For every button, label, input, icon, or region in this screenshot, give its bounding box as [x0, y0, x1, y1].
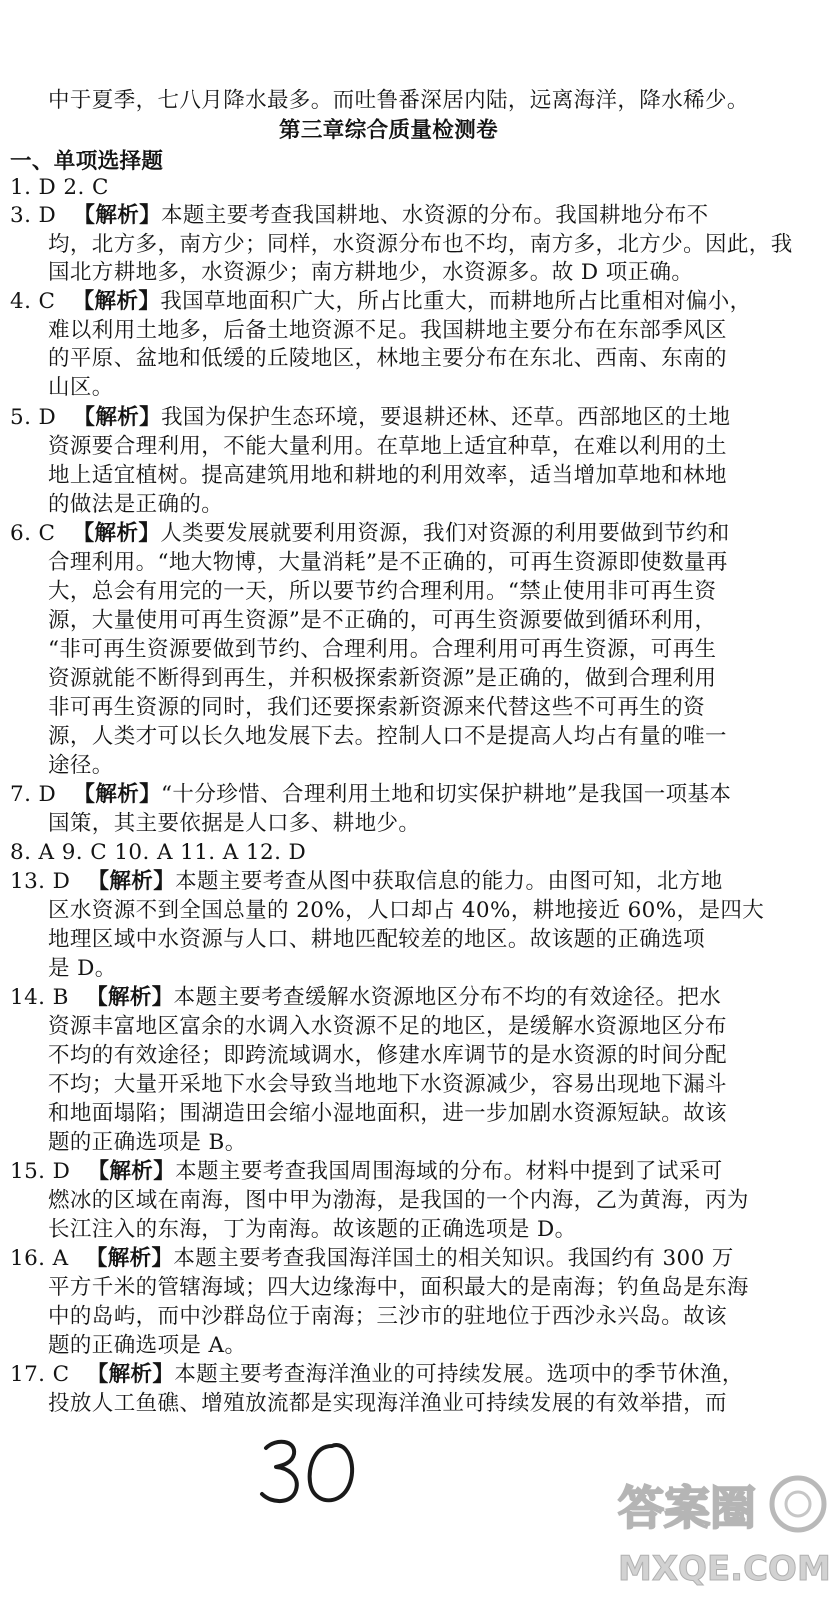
watermark	[612, 1462, 832, 1594]
q16-first-line	[10, 1245, 734, 1273]
q7-line-1: “十分珍惜、合理利用土地和切实保护耕地”是我国一项基本	[161, 782, 732, 807]
chapter-title: 第三章综合质量检测卷	[279, 118, 499, 143]
q6-line-6: 资源就能不断得到再生，并积极探索新资源”是正确的，做到合理利用	[48, 666, 717, 691]
q4-line-1: 我国草地面积广大，所占比重大，而耕地所占比重相对偏小，	[160, 289, 752, 314]
q3-line-3: 国北方耕地多，水资源少；南方耕地少，水资源多。故 D 项正确。	[48, 260, 694, 285]
q16-analysis-tag: 【解析】	[85, 1246, 174, 1271]
q15-analysis-tag: 【解析】	[87, 1159, 176, 1184]
q3-line-2: 均，北方多，南方少；同样，水资源分布也不均，南方多，北方少。因此，我	[48, 232, 793, 257]
q6-line-4: 源，大量使用可再生资源”是不正确的，可再生资源要做到循环利用，	[48, 608, 717, 633]
q13-line-4: 是 D。	[48, 956, 117, 981]
q6-line-5: “非可再生资源要做到节约、合理利用。合理利用可再生资源，可再生	[48, 637, 717, 662]
q14-line-2: 资源丰富地区富余的水调入水资源不足的地区，是缓解水资源地区分布	[48, 1014, 727, 1039]
q6-line-1: 人类要发展就要利用资源，我们对资源的利用要做到节约和	[160, 521, 730, 546]
q14-line-5: 和地面塌陷；围湖造田会缩小湿地面积，进一步加剧水资源短缺。故该	[48, 1101, 727, 1126]
q5-line-3: 地上适宜植树。提高建筑用地和耕地的利用效率，适当增加草地和林地	[48, 463, 727, 488]
q15-first-line	[10, 1158, 723, 1186]
q4-line-4: 山区。	[48, 375, 114, 400]
watermark-logo-text: 答案圈	[618, 1481, 756, 1535]
q4-analysis-tag: 【解析】	[72, 289, 161, 314]
q7-first-line	[10, 781, 731, 809]
q14-line-1: 本题主要考查缓解水资源地区分布不均的有效途径。把水	[173, 985, 722, 1010]
q17-line-2: 投放人工鱼礁、增殖放流都是实现海洋渔业可持续发展的有效举措，而	[48, 1391, 727, 1416]
q14-line-3: 不均的有效途径；即跨流域调水，修建水库调节的是水资源的时间分配	[48, 1043, 727, 1068]
q6-number: 6. C	[10, 521, 56, 546]
q17-analysis-tag: 【解析】	[86, 1362, 175, 1387]
answers-1-2: 1. D 2. C	[10, 175, 109, 200]
q15-line-3: 长江注入的东海，丁为南海。故该题的正确选项是 D。	[48, 1217, 577, 1242]
intro-line: 中于夏季，七八月降水最多。而吐鲁番深居内陆，远离海洋，降水稀少。	[48, 88, 749, 113]
q6-analysis-tag: 【解析】	[72, 521, 161, 546]
q13-line-3: 地理区域中水资源与人口、耕地匹配较差的地区。故该题的正确选项	[48, 927, 706, 952]
q14-first-line	[10, 984, 721, 1012]
q4-number: 4. C	[10, 289, 56, 314]
q5-line-2: 资源要合理利用，不能大量利用。在草地上适宜种草，在难以利用的土	[48, 434, 727, 459]
q7-number: 7. D	[10, 782, 57, 807]
q16-line-2: 平方千米的管辖海域；四大边缘海中，面积最大的是南海；钓鱼岛是东海	[48, 1275, 749, 1300]
q3-number: 3. D	[10, 203, 57, 228]
q13-analysis-tag: 【解析】	[87, 869, 176, 894]
q15-line-1: 本题主要考查我国周围海域的分布。材料中提到了试采可	[175, 1159, 723, 1184]
q4-first-line	[10, 288, 752, 316]
section-title: 一、单项选择题	[10, 149, 164, 174]
q14-number: 14. B	[10, 985, 69, 1010]
q5-number: 5. D	[10, 405, 57, 430]
q4-line-2: 难以利用土地多，后备土地资源不足。我国耕地主要分布在东部季风区	[48, 318, 727, 343]
q6-line-3: 大，总会有用完的一天，所以要节约合理利用。“禁止使用非可再生资	[48, 579, 717, 604]
q6-line-7: 非可再生资源的同时，我们还要探索新资源来代替这些不可再生的资	[48, 695, 706, 720]
watermark-url: MXQE.COM	[618, 1549, 831, 1589]
q16-number: 16. A	[10, 1246, 69, 1271]
q13-line-1: 本题主要考查从图中获取信息的能力。由图可知，北方地	[175, 869, 723, 894]
q5-line-4: 的做法是正确的。	[48, 492, 224, 517]
q3-analysis-tag: 【解析】	[73, 203, 162, 228]
q7-analysis-tag: 【解析】	[73, 782, 162, 807]
q14-line-4: 不均；大量开采地下水会导致当地地下水资源减少，容易出现地下漏斗	[48, 1072, 727, 1097]
q17-number: 17. C	[10, 1362, 70, 1387]
q14-analysis-tag: 【解析】	[86, 985, 174, 1010]
q5-analysis-tag: 【解析】	[73, 405, 162, 430]
q4-line-3: 的平原、盆地和低缓的丘陵地区，林地主要分布在东北、西南、东南的	[48, 346, 727, 371]
q6-line-9: 途径。	[48, 753, 114, 778]
q16-line-1: 本题主要考查我国海洋国土的相关知识。我国约有 300 万	[173, 1246, 734, 1271]
q15-number: 15. D	[10, 1159, 71, 1184]
q6-first-line	[10, 520, 730, 548]
q6-line-2: 合理利用。“地大物博，大量消耗”是不正确的，可再生资源即使数量再	[48, 550, 728, 575]
q6-line-8: 源，人类才可以长久地发展下去。控制人口不是提高人均占有量的唯一	[48, 724, 727, 749]
q17-line-1: 本题主要考查海洋渔业的可持续发展。选项中的季节休渔，	[174, 1362, 744, 1387]
q3-line-1: 本题主要考查我国耕地、水资源的分布。我国耕地分布不	[161, 203, 709, 228]
answers-8-12: 8. A 9. C 10. A 11. A 12. D	[10, 840, 307, 865]
q5-first-line	[10, 404, 730, 432]
q13-first-line	[10, 868, 723, 896]
handwritten-page-number	[258, 1432, 368, 1512]
watermark-logo-icon	[612, 1462, 832, 1594]
q15-line-2: 燃冰的区域在南海，图中甲为渤海，是我国的一个内海，乙为黄海，丙为	[48, 1188, 749, 1213]
q13-line-2: 区水资源不到全国总量的 20%，人口却占 40%，耕地接近 60%，是四大	[48, 898, 765, 923]
q17-first-line	[10, 1361, 744, 1389]
q16-line-4: 题的正确选项是 A。	[48, 1333, 247, 1358]
q5-line-1: 我国为保护生态环境，要退耕还林、还草。西部地区的土地	[161, 405, 731, 430]
q3-first-line	[10, 202, 709, 230]
q13-number: 13. D	[10, 869, 71, 894]
q7-line-2: 国策，其主要依据是人口多、耕地少。	[48, 811, 421, 836]
q16-line-3: 中的岛屿，而中沙群岛位于南海；三沙市的驻地位于西沙永兴岛。故该	[48, 1304, 727, 1329]
q14-line-6: 题的正确选项是 B。	[48, 1130, 247, 1155]
